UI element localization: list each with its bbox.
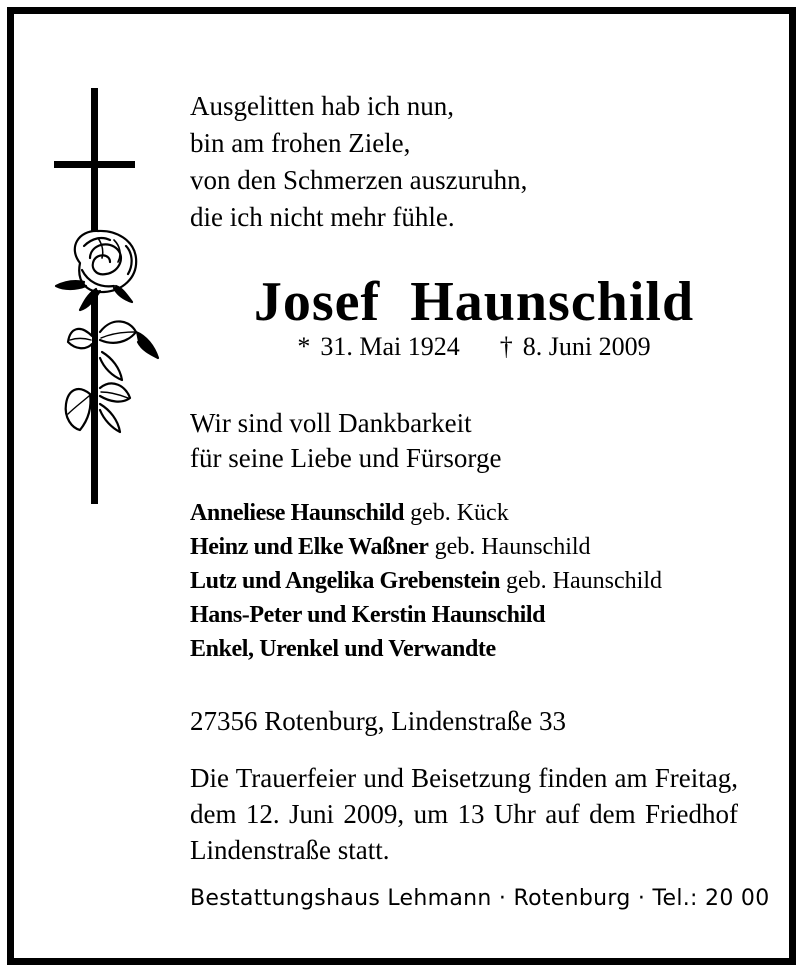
obituary-frame bbox=[7, 7, 796, 965]
funeral-home-footer: Bestattungshaus Lehmann · Rotenburg · Tel.: 20 00 bbox=[190, 886, 770, 911]
birth-symbol: * bbox=[297, 332, 311, 361]
mourner-name: Lutz und Angelika Grebenstein bbox=[190, 568, 501, 594]
mourner-name: Anneliese Haunschild bbox=[190, 500, 405, 526]
death-date: 8. Juni 2009 bbox=[522, 332, 651, 361]
mourner-name: Enkel, Urenkel und Verwandte bbox=[190, 636, 496, 662]
thanks-line: für seine Liebe und Fürsorge bbox=[190, 443, 502, 473]
poem-line: bin am frohen Ziele, bbox=[190, 128, 411, 158]
deceased-name: Josef Haunschild bbox=[253, 271, 695, 333]
mourner-name: Hans-Peter und Kerstin Haunschild bbox=[190, 602, 546, 628]
rose-icon bbox=[56, 231, 158, 440]
mourner-name: Heinz und Elke Waßner bbox=[190, 534, 429, 560]
poem-line: von den Schmerzen auszuruhn, bbox=[190, 165, 528, 195]
thanks-text bbox=[190, 406, 501, 476]
death-symbol-icon: † bbox=[499, 332, 513, 361]
mourner-note: geb. Haunschild bbox=[506, 568, 662, 594]
mourners-list bbox=[190, 496, 662, 666]
mourner-note: geb. Haunschild bbox=[434, 534, 591, 560]
poem-verse bbox=[190, 88, 527, 236]
mourner-entry bbox=[190, 598, 662, 632]
mourner-note: geb. Kück bbox=[410, 500, 509, 526]
thanks-line: Wir sind voll Dankbarkeit bbox=[190, 408, 472, 438]
family-address: 27356 Rotenburg, Lindenstraße 33 bbox=[190, 706, 566, 736]
funeral-service-info: Die Trauerfeier und Beisetzung finden am Freitag, dem 12. Juni 2009, um 13 Uhr auf dem Friedhof Lindenstraße statt. bbox=[190, 763, 738, 865]
mourner-entry bbox=[190, 496, 662, 530]
mourner-entry bbox=[190, 564, 662, 598]
poem-line: Ausgelitten hab ich nun, bbox=[190, 91, 454, 121]
birth-date: 31. Mai 1924 bbox=[320, 332, 460, 361]
life-dates bbox=[174, 332, 774, 362]
mourner-entry bbox=[190, 530, 662, 564]
mourner-entry bbox=[190, 632, 662, 666]
poem-line: die ich nicht mehr fühle. bbox=[190, 202, 455, 232]
cross-with-rose-icon bbox=[54, 88, 174, 508]
